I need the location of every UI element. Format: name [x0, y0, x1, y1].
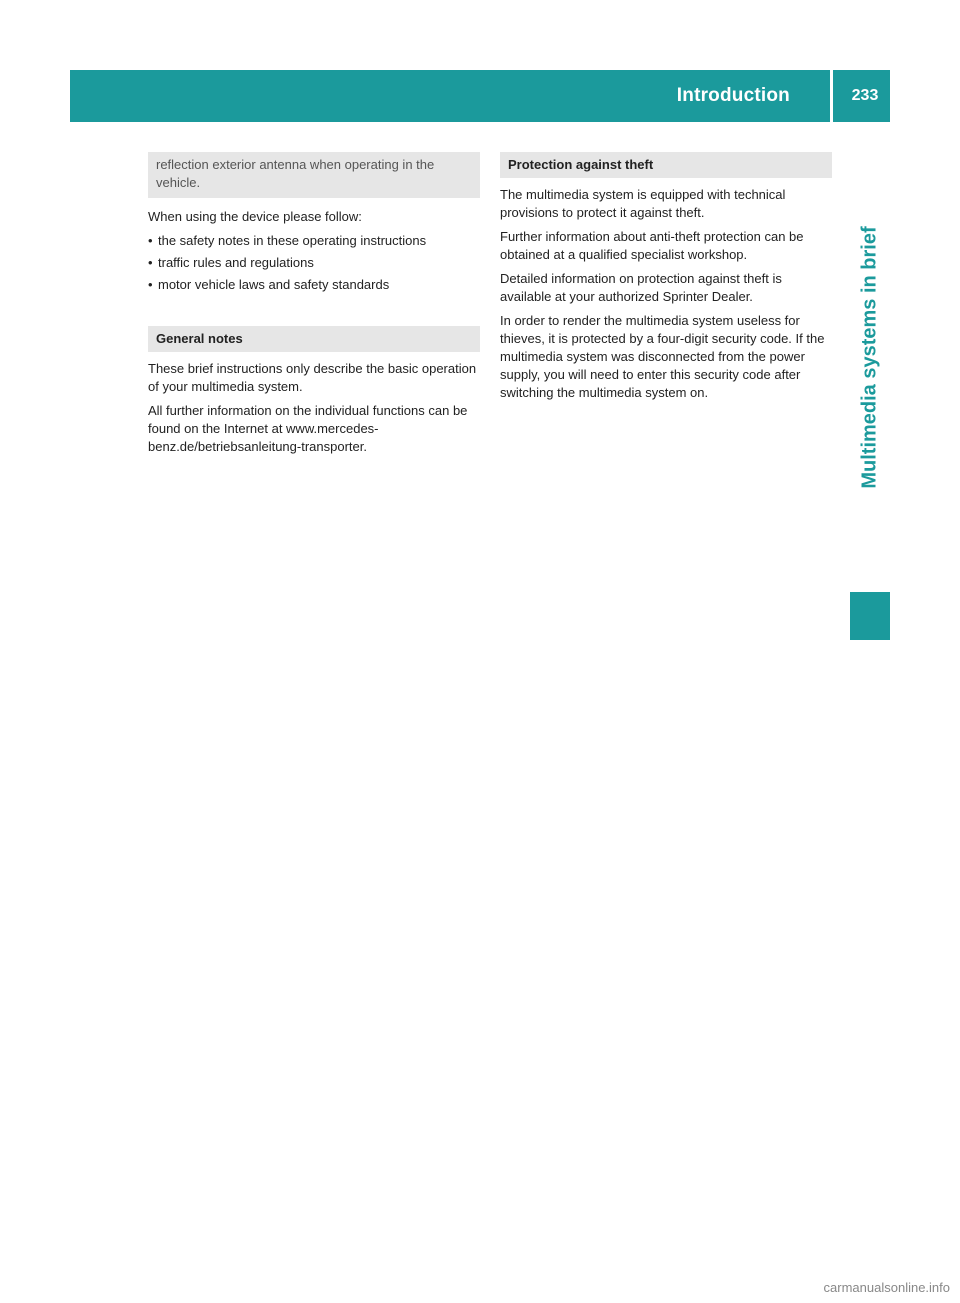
list-item: • traffic rules and regulations — [148, 254, 480, 272]
right-column — [500, 152, 832, 408]
spacer — [148, 300, 480, 326]
header-divider — [830, 70, 833, 122]
side-tab-label: Multimedia systems in brief — [858, 225, 881, 489]
usage-list — [148, 232, 480, 294]
list-item: • the safety notes in these operating instructions — [148, 232, 480, 250]
protection-paragraph: The multimedia system is equipped with technical provisions to protect it against theft. — [500, 187, 786, 220]
protection-heading: Protection against theft — [500, 152, 832, 178]
usage-intro: When using the device please follow: — [148, 209, 362, 224]
protection-paragraph: Detailed information on protection against theft is available at your authorized Sprinter Dealer. — [500, 271, 782, 304]
note-box — [148, 152, 480, 198]
general-notes-paragraph: These brief instructions only describe the basic operation of your multimedia system. — [148, 361, 477, 394]
list-item: • motor vehicle laws and safety standards — [148, 276, 480, 294]
general-notes-heading: General notes — [148, 326, 480, 352]
left-column — [148, 152, 480, 462]
side-tab-label-wrap — [850, 122, 890, 592]
side-tab-marker — [850, 592, 890, 640]
protection-paragraph: Further information about anti-theft protection can be obtained at a qualified specialist workshop. — [500, 229, 804, 262]
page-number: 233 — [851, 87, 879, 104]
footer-watermark: carmanualsonline.info — [823, 1280, 950, 1295]
protection-paragraph: In order to render the multimedia system useless for thieves, it is protected by a four-digit security code. If the multimedia system was disconnected from the power supply, you will need to enter this security code after switching the multimedia system on. — [500, 313, 825, 400]
note-text: reflection exterior antenna when operating in the vehicle. — [156, 157, 435, 190]
general-notes-paragraph: All further information on the individual functions can be found on the Internet at www.mercedes-benz.de/betriebsanleitung-transporter. — [148, 403, 468, 454]
header-section — [677, 70, 800, 122]
section-title: Introduction — [676, 85, 790, 106]
header-bar — [70, 70, 890, 122]
